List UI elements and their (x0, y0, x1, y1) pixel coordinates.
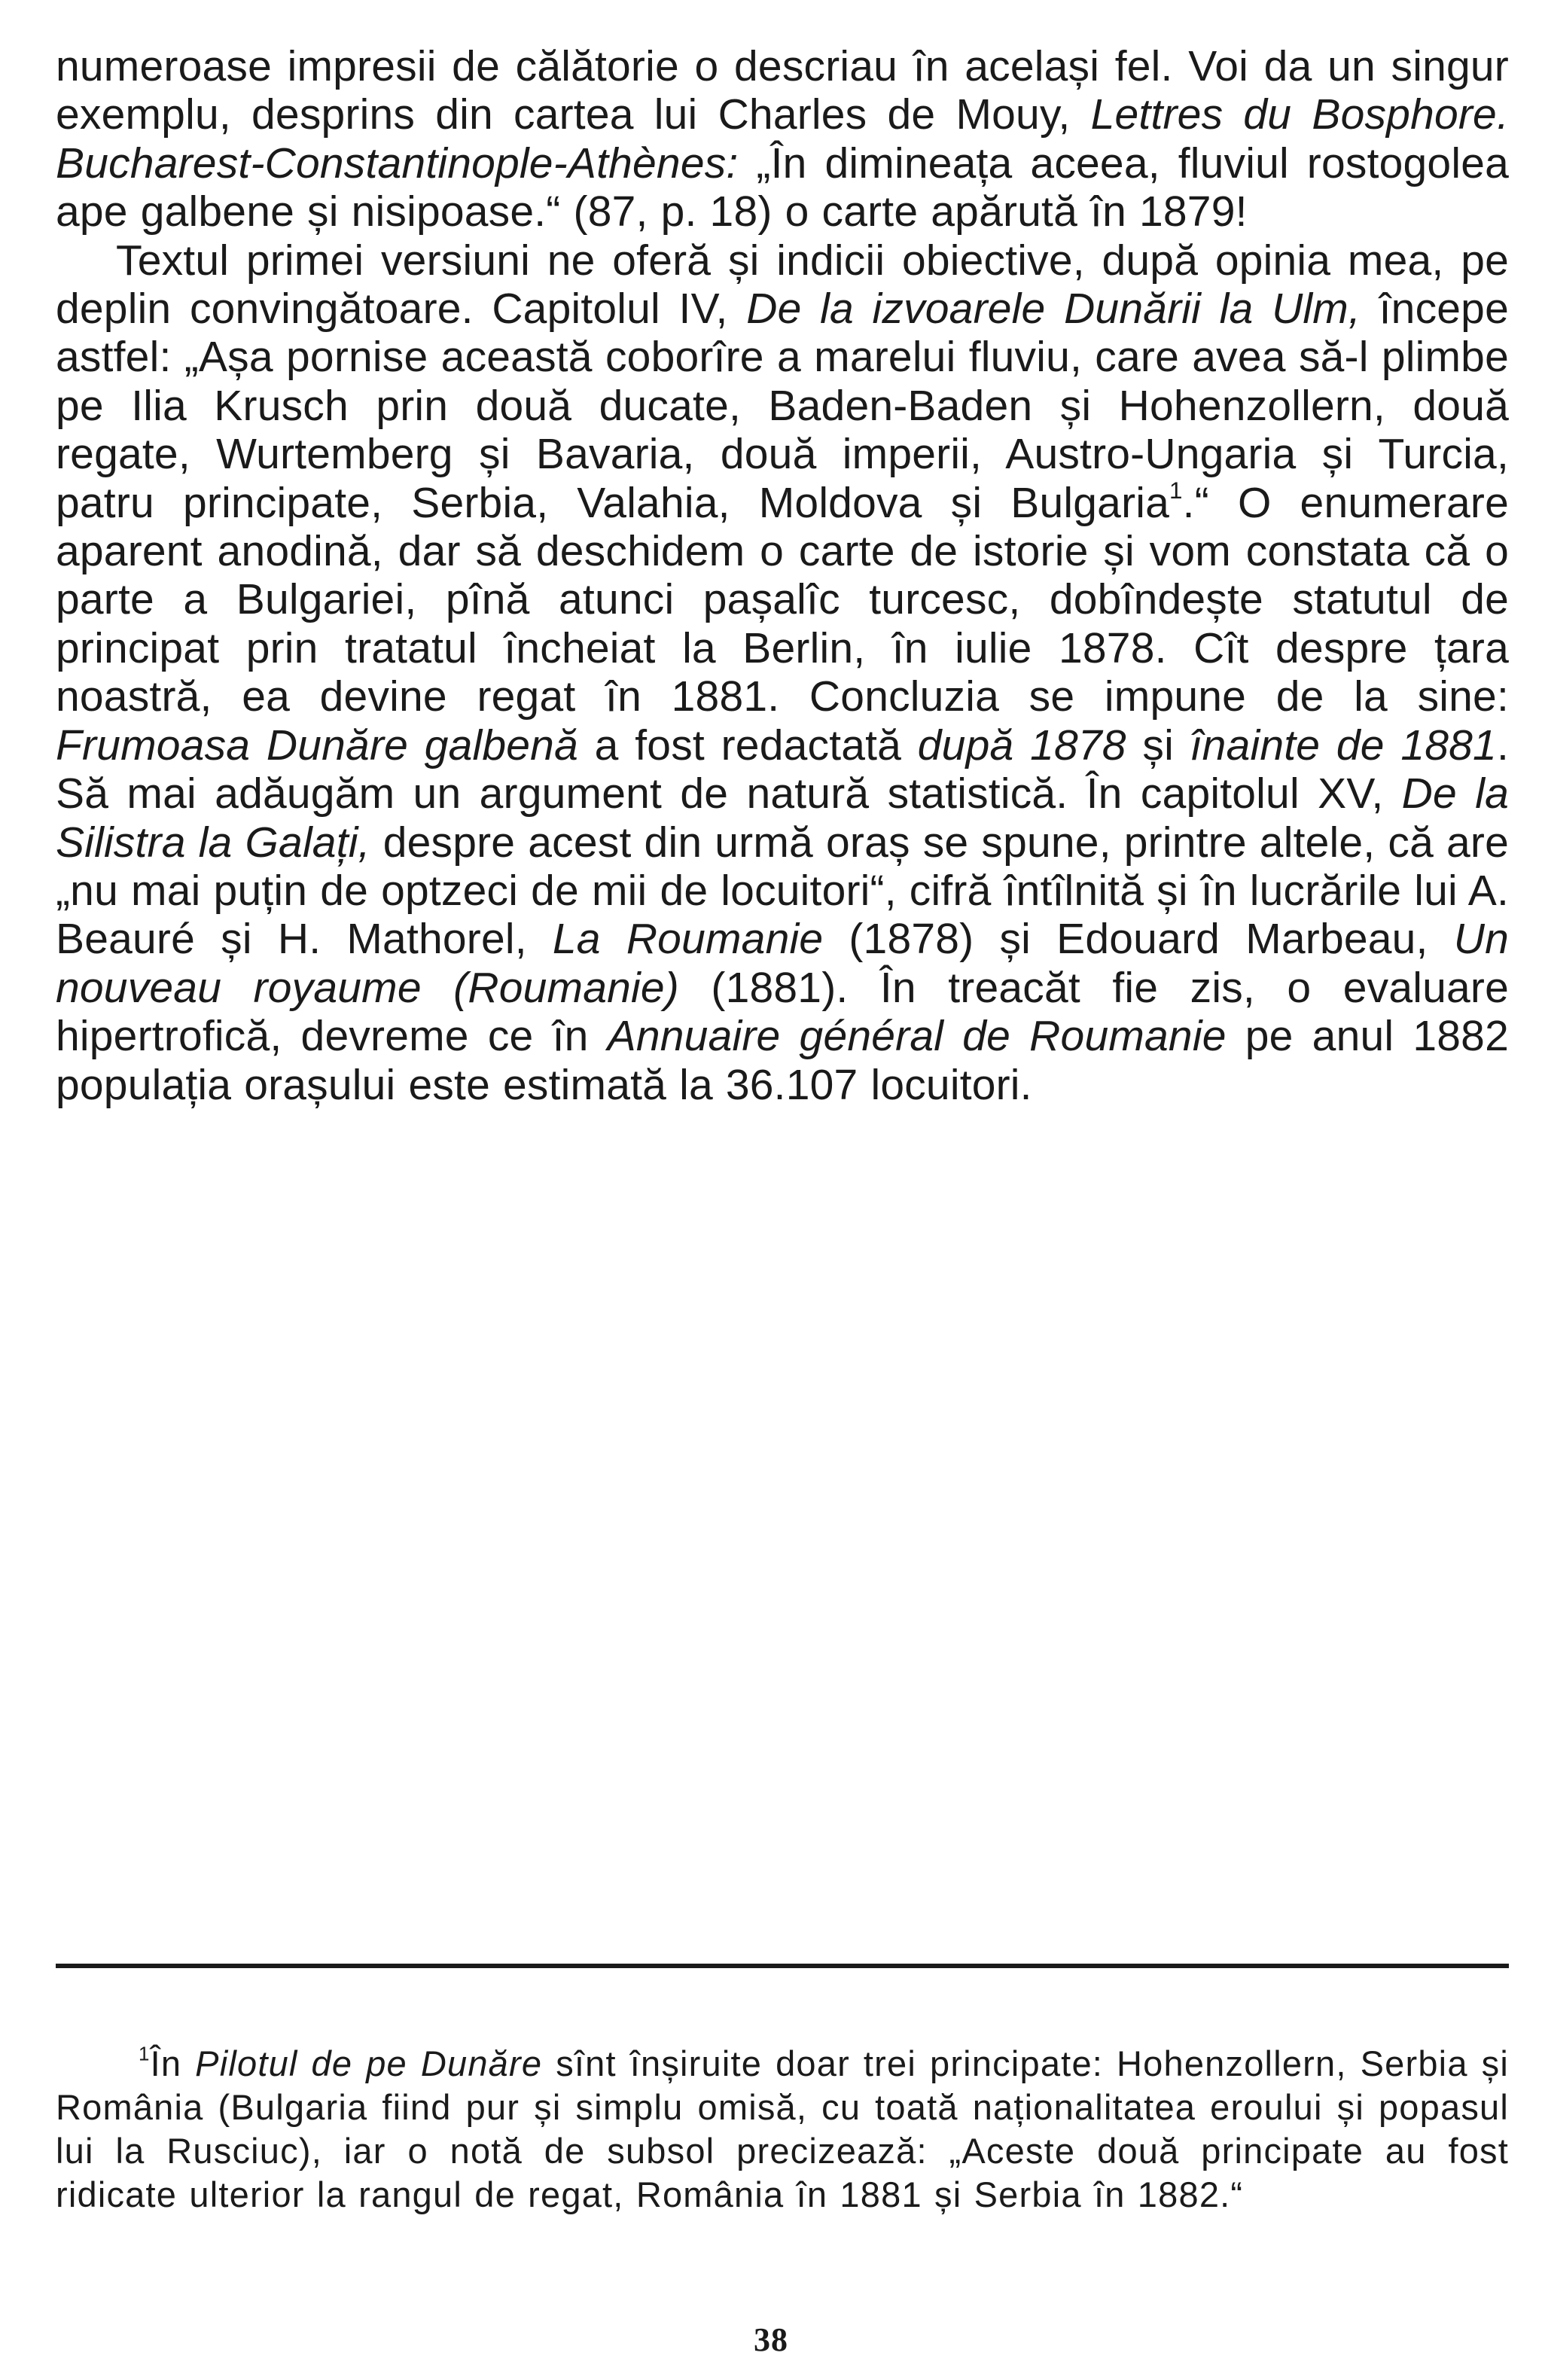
book-title-un-nouveau-royaume: Un nouveau royaume (Roumanie) (56, 915, 1509, 1012)
emphasis-before-1881: înainte de 1881 (1190, 721, 1497, 769)
emphasis-after-1878: după 1878 (917, 721, 1126, 769)
book-title-annuaire: Annuaire général de Roumanie (607, 1012, 1227, 1061)
book-title-la-roumanie: La Roumanie (552, 915, 824, 964)
footnote-divider (56, 1964, 1509, 1968)
page-number: 38 (754, 2321, 788, 2358)
footnote-reference[interactable]: 1 (1169, 477, 1183, 504)
novel-title: Frumoasa Dunăre galbenă (56, 721, 578, 769)
footnote (56, 2042, 1509, 2217)
book-title-lettres-du-bosphore: Lettres du Bosphore. Bucharest-Constantinople-Athènes: (56, 90, 1509, 187)
footnote-text: $^1$În Pilotul de pe Dunăre sînt înșiruite doar trei principate: Hohenzollern, Serbia și România (Bulgaria fiind pur și simplu omisă, cu toată naționalitatea eroului și popasul lui la Rusciuc), iar o notă de subsol precizează: „Aceste două principate au fost ridicate ulterior la rangul de regat, România în 1881 și Serbia în 1882.“ (56, 2043, 1509, 2214)
chapter-title-iv: De la izvoarele Dunării la Ulm, (746, 285, 1361, 334)
paragraph-1: numeroase impresii de călătorie o descriau în același fel. Voi da un singur exemplu, desprins din cartea lui Charles de Mouy, Lettres du Bosphore. Bucharest-Constantinople-Athènes: „În dimineața aceea, fluviul rostogolea ape galbene și nisipoase.“ (87, p. 18) o carte apărută în 1879! (56, 42, 1509, 236)
paragraph-2: Textul primei versiuni ne oferă și indicii obiective, după opinia mea, pe deplin convingătoare. Capitolul IV, De la izvoarele Dunării la Ulm, începe astfel: „Așa pornise această coborîre a marelui fluviu, care avea să-l plimbe pe Ilia Krusch prin două ducate, Baden-Baden și Hohenzollern, două regate, Wurtemberg și Bavaria, două imperii, Austro-Ungaria și Turcia, patru principate, Serbia, Valahia, Moldova și Bulgaria$^1$.“ O enumerare aparent anodină, dar să deschidem o carte de istorie și vom constata că o parte a Bulgariei, pînă atunci pașalîc turcesc, dobîndește statutul de principat prin tratatul încheiat la Berlin, în iulie 1878. Cît despre țara noastră, ea devine regat în 1881. Concluzia se impune de la sine: Frumoasa Dunăre galbenă a fost redactată după 1878 și înainte de 1881. Să mai adăugăm un argument de natură statistică. În capitolul XV, De la Silistra la Galați, despre acest din urmă oraș se spune, printre altele, că are „nu mai puțin de optzeci de mii de locuitori“, cifră întîlnită și în lucrările lui A. Beauré și H. Mathorel, La Roumanie (1878) și Edouard Marbeau, Un nouveau royaume (Roumanie) (1881). În treacăt fie zis, o evaluare hipertrofică, devreme ce în Annuaire général de Roumanie pe anul 1882 populația orașului este estimată la 36.107 locuitori. (56, 236, 1510, 1109)
footnote-mark: 1 (139, 2043, 151, 2065)
main-text (56, 42, 1509, 1109)
chapter-title-xv: De la Silistra la Galați, (56, 769, 1509, 867)
book-title-pilotul: Pilotul de pe Dunăre (195, 2043, 543, 2083)
